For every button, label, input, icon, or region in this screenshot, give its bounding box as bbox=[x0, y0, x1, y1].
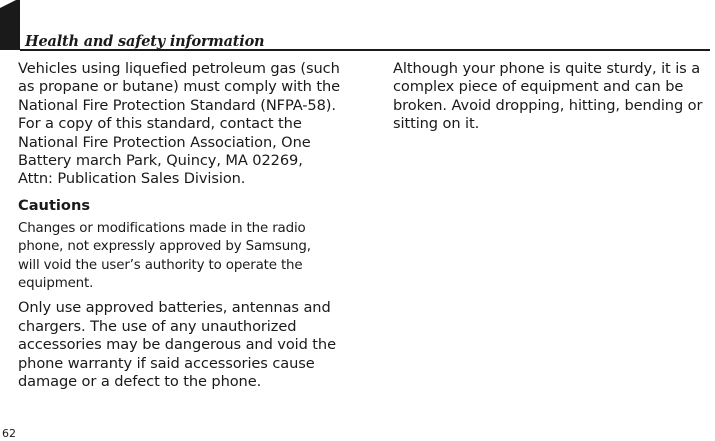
running-head: Health and safety information bbox=[25, 33, 265, 50]
paragraph-phone-sturdy: Although your phone is quite sturdy, it is a complex piece of equipment and can be broken. Avoid dropping, hitting, bending or sitting on it. bbox=[393, 60, 703, 133]
page-number: 62 bbox=[2, 427, 16, 440]
right-column bbox=[393, 60, 715, 134]
paragraph-modifications: Changes or modifications made in the radio phone, not expressly approved by Samsung, will void the user’s authority to operate the equipment. bbox=[18, 220, 311, 292]
cautions-heading: Cautions bbox=[18, 196, 91, 214]
left-column bbox=[18, 60, 363, 392]
header-accent-bar bbox=[0, 0, 24, 50]
paragraph-lpg-vehicles: Vehicles using liquefied petroleum gas (such as propane or butane) must comply with the National Fire Protection Standard (NFPA-58). For a copy of this standard, contact the National Fire Protection Association, One Battery march Park, Quincy, MA 02269, Attn: Publication Sales Division. bbox=[18, 60, 340, 188]
paragraph-approved-batteries: Only use approved batteries, antennas and chargers. The use of any unauthorized accessories may be dangerous and void the phone warranty if said accessories cause damage or a defect to the phone. bbox=[18, 299, 336, 391]
